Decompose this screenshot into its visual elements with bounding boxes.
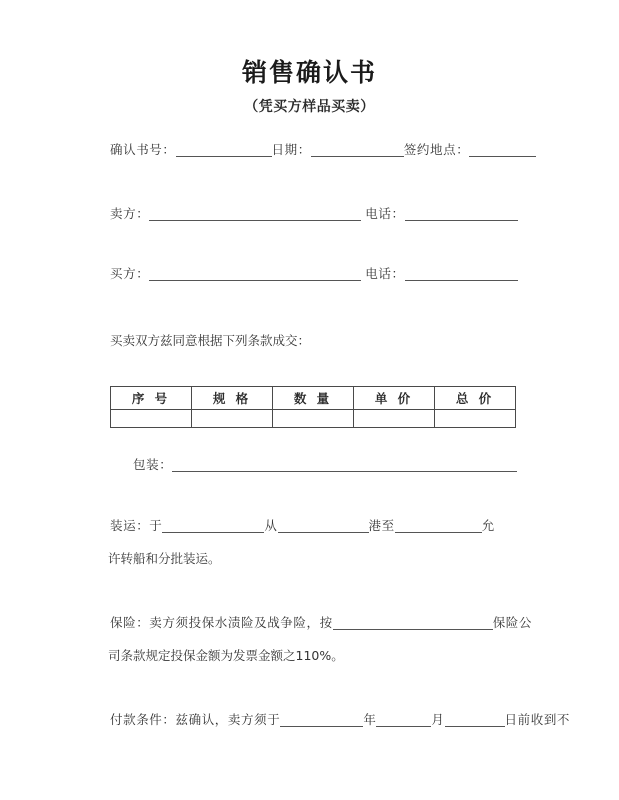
table-header-quantity: 数 量 [273, 387, 354, 410]
table-cell-total-price[interactable] [435, 410, 516, 428]
table-row [111, 410, 516, 428]
confirmation-no-label: 确认书号： [110, 142, 176, 157]
insurance-line1-tail: 保险公 [492, 615, 533, 630]
payment-day-tail: 日前收到不 [504, 712, 571, 727]
shipment-label: 装运：于 [110, 518, 163, 533]
seller-tel-label: 电话： [365, 206, 405, 221]
buyer-blank[interactable] [149, 267, 361, 281]
table-cell-serial[interactable] [111, 410, 192, 428]
confirmation-info-row [110, 141, 536, 159]
agreement-statement: 买卖双方兹同意根据下列条款成交： [110, 333, 311, 348]
title-block [0, 58, 619, 116]
seller-blank[interactable] [149, 207, 361, 221]
payment-row-1 [110, 711, 570, 729]
payment-year-blank[interactable] [280, 713, 363, 727]
package-row [133, 456, 517, 474]
table-header-unit-price: 单 价 [354, 387, 435, 410]
shipment-from-blank[interactable] [278, 519, 369, 533]
insurance-label: 保险：卖方须投保水渍险及战争险，按 [110, 615, 333, 630]
payment-month-blank[interactable] [376, 713, 431, 727]
page-title: 销售确认书 [241, 58, 377, 87]
package-blank[interactable] [172, 458, 517, 472]
table-header-spec: 规 格 [192, 387, 273, 410]
payment-day-blank[interactable] [445, 713, 505, 727]
shipment-row-1 [110, 517, 495, 535]
seller-tel-blank[interactable] [405, 207, 518, 221]
buyer-tel-label: 电话： [365, 266, 405, 281]
table-cell-quantity[interactable] [273, 410, 354, 428]
shipment-row-2: 许转船和分批装运。 [108, 551, 221, 566]
payment-month-label: 月 [431, 712, 445, 727]
insurance-company-blank[interactable] [333, 616, 493, 630]
sign-place-blank[interactable] [469, 143, 536, 157]
confirmation-no-blank[interactable] [176, 143, 272, 157]
shipment-date-blank[interactable] [162, 519, 264, 533]
shipment-to-blank[interactable] [395, 519, 482, 533]
date-label: 日期： [271, 142, 311, 157]
page-subtitle: （凭买方样品买卖） [244, 99, 375, 115]
shipment-port-to-label: 港至 [368, 518, 395, 533]
shipment-from-label: 从 [264, 518, 278, 533]
insurance-row-2: 司条款规定投保金额为发票金额之110%。 [108, 648, 344, 663]
table-header-total-price: 总 价 [435, 387, 516, 410]
buyer-tel-blank[interactable] [405, 267, 518, 281]
seller-row [110, 205, 518, 223]
payment-label: 付款条件：兹确认，卖方须于 [110, 712, 281, 727]
package-label: 包装： [133, 457, 173, 472]
sign-place-label: 签约地点： [403, 142, 470, 157]
insurance-row-1 [110, 614, 532, 632]
table-header-row [111, 387, 516, 410]
goods-table [110, 386, 516, 428]
date-blank[interactable] [311, 143, 404, 157]
table-cell-unit-price[interactable] [354, 410, 435, 428]
buyer-label: 买方： [110, 266, 150, 281]
seller-label: 卖方： [110, 206, 150, 221]
table-header-serial: 序 号 [111, 387, 192, 410]
payment-year-label: 年 [363, 712, 377, 727]
table-cell-spec[interactable] [192, 410, 273, 428]
buyer-row [110, 265, 518, 283]
shipment-line1-tail: 允 [481, 518, 495, 533]
